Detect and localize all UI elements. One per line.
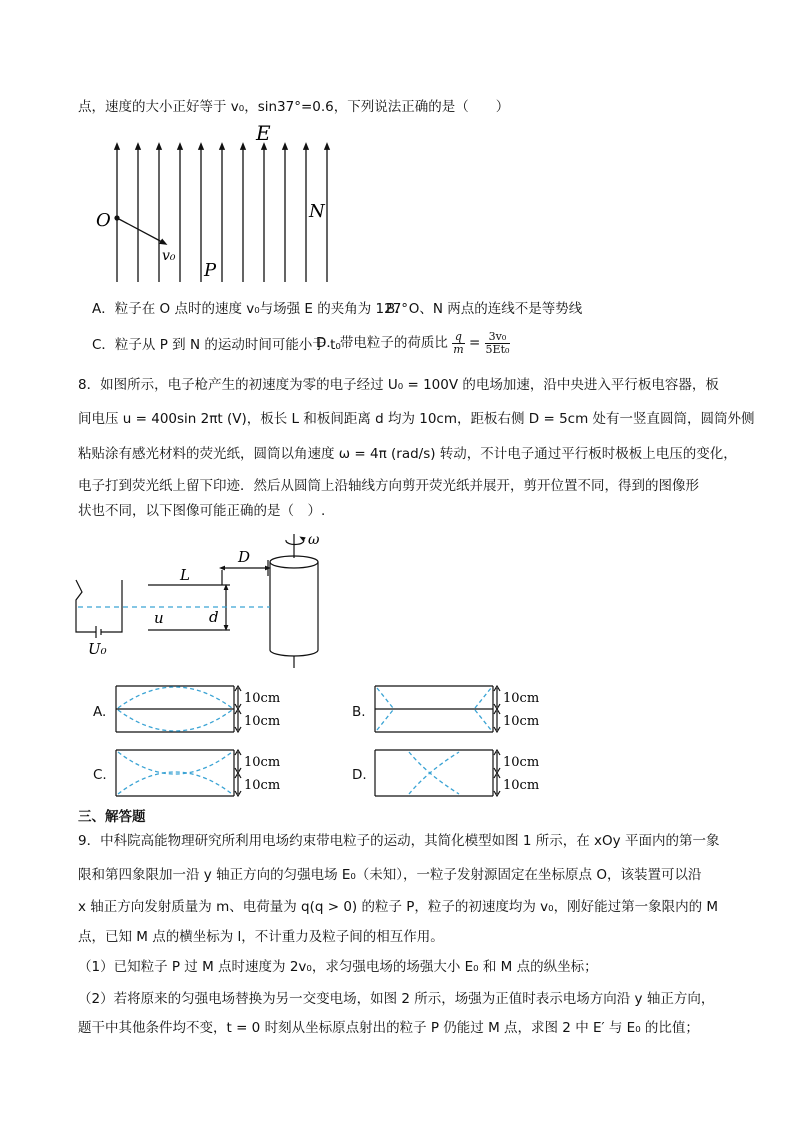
choice-a-label: A.	[93, 704, 107, 720]
label-n: N	[309, 201, 325, 222]
svg-text:10cm: 10cm	[244, 714, 281, 729]
trace	[118, 772, 232, 794]
trace	[118, 687, 232, 708]
choice-d-label: D.	[352, 767, 367, 783]
choice-b-label: B.	[352, 704, 366, 720]
trace	[377, 688, 393, 708]
q8-line-5: 状也不同，以下图像可能正确的是（ ）.	[78, 503, 326, 519]
svg-text:10cm: 10cm	[503, 755, 540, 770]
label-e: E	[256, 121, 271, 145]
svg-text:L: L	[180, 566, 190, 584]
q7-stem-line: 点，速度的大小正好等于 v₀，sin37°=0.6，下列说法正确的是（ ）	[78, 99, 510, 115]
choice-b-figure	[375, 684, 555, 734]
q9-line-4: 点，已知 M 点的横坐标为 l，不计重力及粒子间的相互作用。	[78, 929, 444, 945]
trace	[409, 752, 459, 794]
q9-sub-2-line-1: （2）若将原来的匀强电场替换为另一交变电场，如图 2 所示，场强为正值时表示电场方向沿 y 轴正方向，	[78, 991, 715, 1007]
label-o: O	[96, 210, 111, 231]
q9-line-2: 限和第四象限加一沿 y 轴正方向的匀强电场 E₀（未知），一粒子发射源固定在坐标原点 O，该装置可以沿	[78, 867, 702, 883]
choice-a-figure	[116, 684, 296, 734]
q8-line-3: 粘贴涂有感光材料的荧光纸，圆筒以角速度 ω = 4π (rad/s) 转动，不计电子通过平行板时极板上电压的变化，	[78, 446, 737, 462]
trace	[377, 710, 393, 730]
q7-option-b: B．O、N 两点的连线不是等势线	[386, 301, 583, 317]
rotation-arrow	[286, 538, 304, 544]
q8-apparatus-figure	[70, 530, 360, 670]
svg-text:U₀: U₀	[88, 640, 107, 658]
svg-text:u: u	[154, 609, 164, 627]
q7-field-figure	[96, 120, 340, 290]
q7-option-d-prefix: D．带电粒子的荷质比	[316, 335, 448, 351]
q8-line-2: 间电压 u = 400sin 2πt (V)，板长 L 和板间距离 d 均为 10cm，距板右侧 D = 5cm 处有一竖直圆筒，圆筒外侧	[78, 411, 755, 427]
section-title: 三、解答题	[78, 809, 146, 825]
velocity-vector	[117, 218, 164, 243]
svg-text:10cm: 10cm	[503, 691, 540, 706]
svg-text:10cm: 10cm	[244, 691, 281, 706]
q7-option-a: A．粒子在 O 点时的速度 v₀与场强 E 的夹角为 127°	[92, 301, 409, 317]
charge-mass-fraction: $\frac{q}{m}$	[453, 329, 464, 356]
electron-gun	[76, 580, 96, 632]
choice-c-figure	[116, 748, 296, 798]
label-p: P	[204, 260, 217, 281]
trace	[409, 752, 459, 794]
rhs-fraction: $\frac{\text{3v₀}}{\text{5Et₀}}$	[485, 329, 510, 356]
q9-sub-2-line-2: 题干中其他条件均不变，t = 0 时刻从坐标原点射出的粒子 P 仍能过 M 点，求图 2 中 E′ 与 E₀ 的比值；	[78, 1020, 699, 1036]
q9-line-3: x 轴正方向发射质量为 m、电荷量为 q(q > 0) 的粒子 P，粒子的初速度均为 v₀，刚好能过第一象限内的 M	[78, 899, 719, 915]
q9-sub-1: （1）已知粒子 P 过 M 点时速度为 2v₀，求匀强电场的场强大小 E₀ 和 M 点的纵坐标；	[78, 959, 598, 975]
q7-option-d: D．带电粒子的荷质比 $\frac{q}{m}$ = $\frac{\text{3v₀}}{\text{5Et₀}}$	[316, 329, 510, 356]
q7-option-c: C．粒子从 P 到 N 的运动时间可能小于 t₀	[92, 337, 341, 353]
svg-text:10cm: 10cm	[244, 755, 281, 770]
trace	[118, 752, 232, 774]
svg-text:10cm: 10cm	[503, 714, 540, 729]
choice-c-label: C.	[93, 767, 107, 783]
svg-text:D: D	[238, 548, 251, 566]
svg-text:10cm: 10cm	[503, 778, 540, 793]
q8-line-1: 8．如图所示，电子枪产生的初速度为零的电子经过 U₀ = 100V 的电场加速，沿中央进入平行板电容器，板	[78, 377, 719, 393]
svg-text:10cm: 10cm	[244, 778, 281, 793]
q8-line-4: 电子打到荧光纸上留下印迹．然后从圆筒上沿轴线方向剪开荧光纸并展开，剪开位置不同，得到的图像形	[78, 478, 699, 494]
trace	[475, 710, 491, 730]
svg-text:ω: ω	[308, 532, 320, 548]
trace	[475, 688, 491, 708]
choice-d-figure	[375, 748, 555, 798]
svg-text:d: d	[209, 608, 219, 626]
trace	[118, 710, 232, 731]
label-v0: v₀	[162, 248, 176, 264]
point-o	[114, 215, 119, 220]
q9-line-1: 9．中科院高能物理研究所利用电场约束带电粒子的运动，其简化模型如图 1 所示，在 xOy 平面内的第一象	[78, 833, 720, 849]
